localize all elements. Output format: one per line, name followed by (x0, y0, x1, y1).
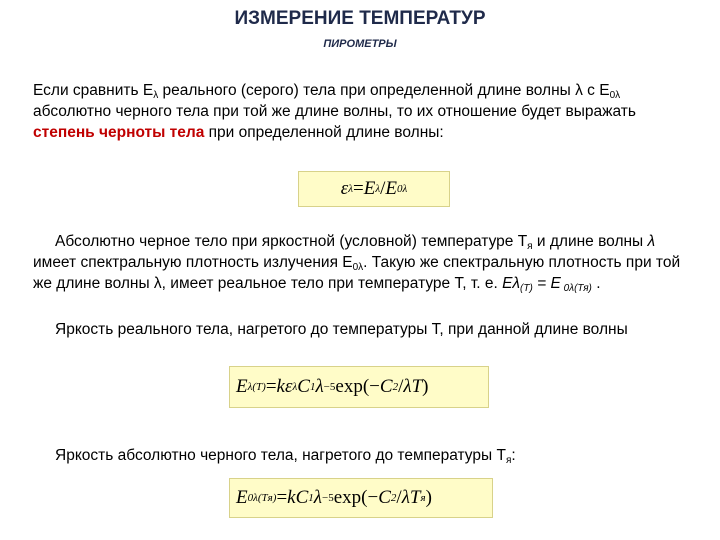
paragraph-emissivity (33, 80, 698, 143)
f1-slash: / (380, 178, 386, 199)
page-subtitle: ПИРОМЕТРЫ (323, 38, 397, 50)
p2-eq-1-sub: (T) (520, 283, 533, 294)
p1-sub-2: 0λ (609, 90, 621, 101)
formula-emissivity: ε λ = E λ / E 0λ (298, 171, 450, 207)
p2-text-4: . Такую же спектральную плотность при той же длине волны λ, имеет реальное тело при температуре Т, т. е. (33, 254, 681, 292)
p2-text-3: имеет спектральную плотность излучения E (33, 254, 353, 271)
f2-close: ) (422, 376, 429, 397)
f1-E: E (363, 178, 376, 199)
f3-exp: exp(− (333, 487, 379, 508)
f2-eps: ε (284, 376, 293, 397)
f3-lambda: λ (313, 487, 323, 508)
paragraph-brightness-temperature (33, 231, 698, 294)
p2-text-2: и длине волны (532, 233, 648, 250)
p1-sub-1: λ (153, 90, 159, 101)
p2-lambda: λ (647, 233, 656, 250)
paragraph-black-body-brightness (33, 445, 698, 466)
f2-C2: C (379, 376, 393, 397)
p2-eq-2: = E (532, 275, 561, 292)
f3-C1: C (295, 487, 309, 508)
f1-E0: E (385, 178, 397, 199)
f2-slash: / (398, 376, 404, 397)
emissivity-term: степень черноты тела (33, 124, 205, 141)
p2-text-5: . (591, 275, 601, 292)
p2-sub-3: 0λ (352, 262, 364, 273)
f2-exp: exp(− (335, 376, 380, 397)
f3-eq: = (276, 487, 288, 508)
p1-text-2: реального (серого) тела при определенной длине волны λ с E (158, 82, 610, 99)
p4-text-1: Яркость абсолютно черного тела, нагретого до температуры Т (55, 447, 506, 464)
f3-close: ) (425, 487, 432, 508)
formula-real-body: E λ(T) = k ε λ C 1 λ −5 exp(− C 2 / λT ) (229, 366, 489, 408)
f3-C2: C (378, 487, 391, 508)
f1-eps: ε (340, 178, 349, 199)
f3-slash: / (396, 487, 402, 508)
formula-black-body: E 0λ(Tя) = k C 1 λ −5 exp(− C 2 / λT я ) (229, 478, 493, 518)
p2-eq-1: Eλ (502, 275, 521, 292)
f1-eq: = (353, 178, 364, 199)
p1-text-1: Если сравнить E (33, 82, 154, 99)
f2-lambda: λ (315, 376, 324, 397)
f2-C1: C (297, 376, 310, 397)
p4-sub-1: я (505, 455, 512, 466)
paragraph-real-body-brightness (33, 319, 698, 340)
f2-lambda-T: λT (403, 376, 423, 397)
f3-lambda-T: λT (401, 487, 421, 508)
f2-E: E (236, 376, 248, 397)
f3-E: E (236, 487, 248, 508)
f2-k: k (276, 376, 285, 397)
p4-text-2: : (511, 447, 516, 464)
f2-eq: = (265, 376, 277, 397)
p1-text-3: абсолютно черного тела при той же длине волны, то их отношение будет выражать (33, 103, 636, 120)
p1-text-4: при определенной длине волны: (204, 124, 444, 141)
page-title: ИЗМЕРЕНИЕ ТЕМПЕРАТУР (234, 8, 486, 29)
f3-k: k (287, 487, 296, 508)
p3-text: Яркость реального тела, нагретого до температуры Т, при данной длине волны (55, 321, 628, 338)
p2-sub-1: я (527, 241, 533, 252)
p2-text-1: Абсолютно черное тело при яркостной (условной) температуре Т (55, 233, 528, 250)
p2-eq-2-sub: 0λ(Тя) (560, 283, 592, 294)
